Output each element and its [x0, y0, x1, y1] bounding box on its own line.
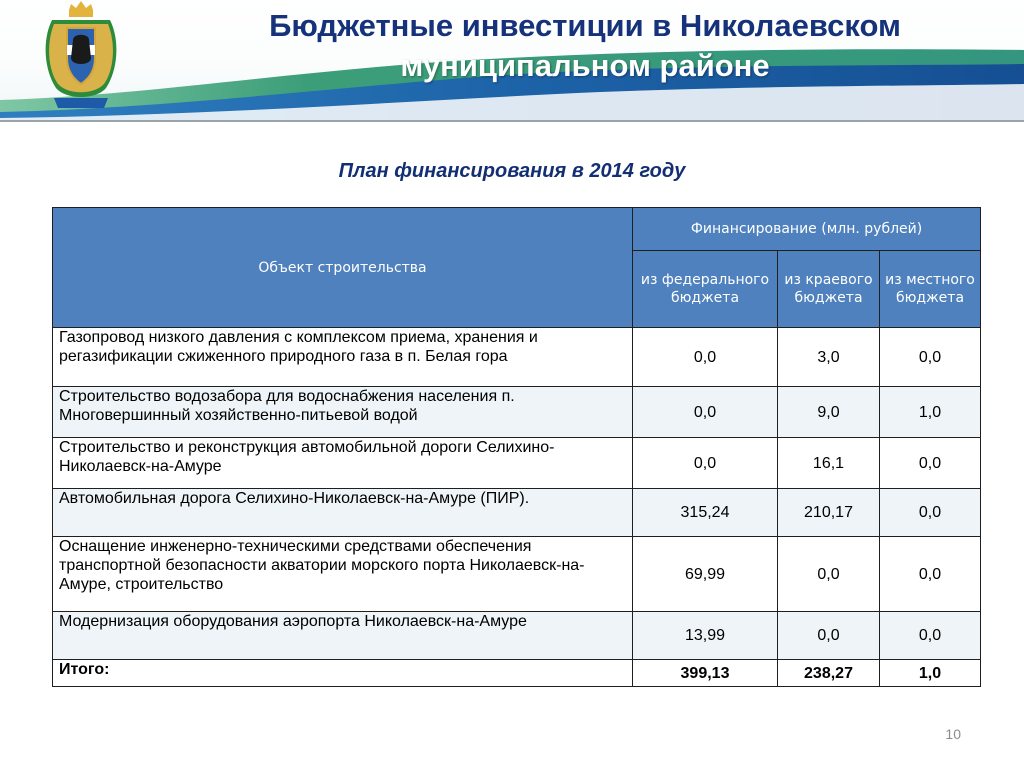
- row-federal: 315,24: [633, 489, 778, 537]
- row-object: Строительство и реконструкция автомобильной дороги Селихино-Николаевск-на-Амуре: [53, 438, 633, 489]
- row-local: 0,0: [880, 328, 981, 387]
- row-regional: 9,0: [778, 387, 880, 438]
- table-row: [53, 489, 981, 537]
- row-federal: 69,99: [633, 537, 778, 612]
- table-row: [53, 387, 981, 438]
- row-federal: 13,99: [633, 612, 778, 660]
- total-regional: 238,27: [778, 660, 880, 687]
- table-row: [53, 328, 981, 387]
- row-object: Оснащение инженерно-техническими средствами обеспечения транспортной безопасности акватории морского порта Николаевск-на-Амуре, строительство: [53, 537, 633, 612]
- table-row: [53, 438, 981, 489]
- header-regional: из краевого бюджета: [778, 251, 880, 328]
- row-local: 0,0: [880, 612, 981, 660]
- financing-table: [52, 207, 981, 687]
- row-local: 0,0: [880, 537, 981, 612]
- row-regional: 3,0: [778, 328, 880, 387]
- total-row: [53, 660, 981, 687]
- table-header-row: [53, 208, 981, 251]
- total-local: 1,0: [880, 660, 981, 687]
- title-line-1: Бюджетные инвестиции в Николаевском: [269, 8, 901, 43]
- total-federal: 399,13: [633, 660, 778, 687]
- slide-title: [150, 6, 1020, 86]
- row-federal: 0,0: [633, 328, 778, 387]
- row-regional: 0,0: [778, 537, 880, 612]
- table-row: [53, 537, 981, 612]
- khabarovsk-coat-of-arms-icon: [40, 0, 122, 114]
- header-financing: Финансирование (млн. рублей): [633, 208, 981, 251]
- row-object: Строительство водозабора для водоснабжения населения п. Многовершинный хозяйственно-питьевой водой: [53, 387, 633, 438]
- row-regional: 0,0: [778, 612, 880, 660]
- row-object: Автомобильная дорога Селихино-Николаевск-на-Амуре (ПИР).: [53, 489, 633, 537]
- row-local: 0,0: [880, 438, 981, 489]
- slide-header: [0, 0, 1024, 122]
- row-regional: 16,1: [778, 438, 880, 489]
- header-federal: из федерального бюджета: [633, 251, 778, 328]
- total-label: Итого:: [53, 660, 633, 687]
- row-object: Модернизация оборудования аэропорта Николаевск-на-Амуре: [53, 612, 633, 660]
- header-object: Объект строительства: [53, 208, 633, 328]
- row-local: 1,0: [880, 387, 981, 438]
- row-regional: 210,17: [778, 489, 880, 537]
- table-row: [53, 612, 981, 660]
- plan-subtitle: План финансирования в 2014 году: [338, 160, 686, 182]
- row-object: Газопровод низкого давления с комплексом приема, хранения и регазификации сжиженного природного газа в п. Белая гора: [53, 328, 633, 387]
- title-line-2: муниципальном районе: [400, 48, 770, 83]
- row-federal: 0,0: [633, 387, 778, 438]
- page-number: 10: [945, 726, 961, 742]
- row-federal: 0,0: [633, 438, 778, 489]
- row-local: 0,0: [880, 489, 981, 537]
- header-local: из местного бюджета: [880, 251, 981, 328]
